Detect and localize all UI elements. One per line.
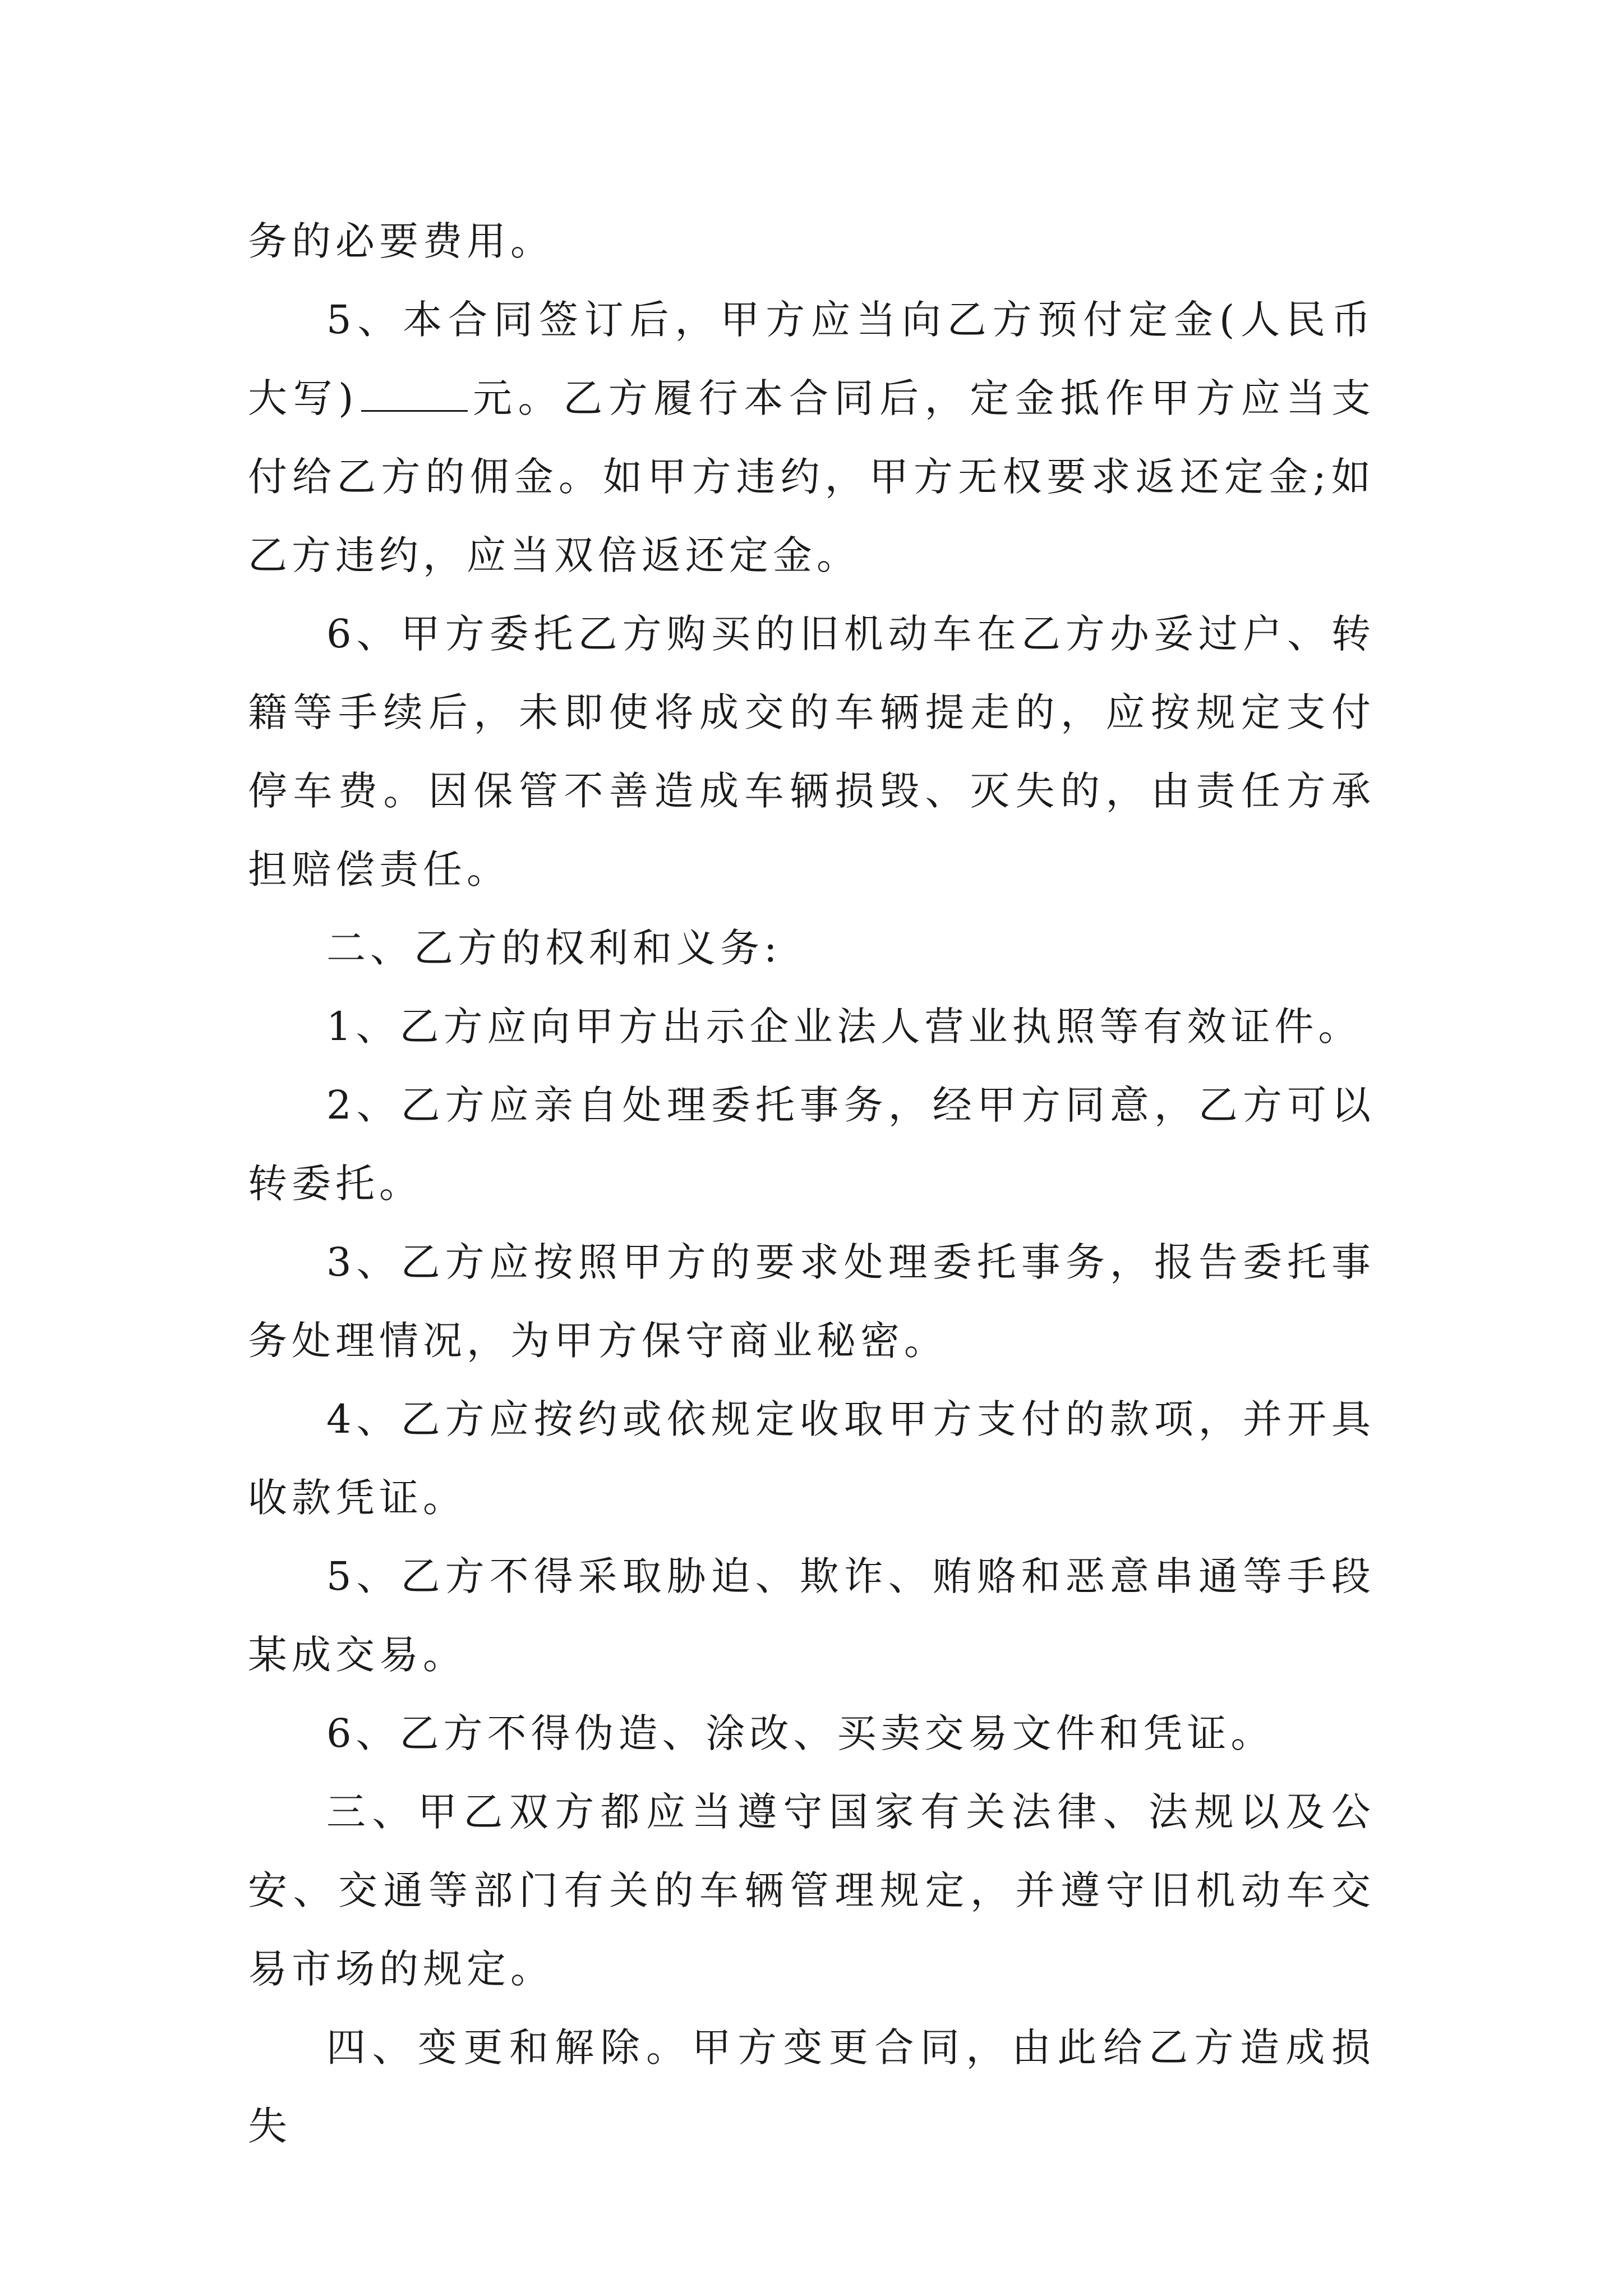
document-body bbox=[248, 202, 1375, 2165]
list-item: 1、乙方应向甲方出示企业法人营业执照等有效证件。 bbox=[326, 1004, 1362, 1050]
section-change-termination: 四、变更和解除。甲方变更合同，由此给乙方造成损失 bbox=[248, 2024, 1375, 2149]
paragraph-continuation: 务的必要费用。 bbox=[248, 218, 554, 264]
list-item: 6、乙方不得伪造、涂改、买卖交易文件和凭证。 bbox=[326, 1710, 1275, 1756]
list-item: 2、乙方应亲自处理委托事务，经甲方同意，乙方可以转委托。 bbox=[248, 1082, 1375, 1207]
amount-blank-field bbox=[361, 376, 468, 412]
list-item: 4、乙方应按约或依规定收取甲方支付的款项，并开具收款凭证。 bbox=[248, 1396, 1375, 1521]
paragraph-transfer-clause: 6、甲方委托乙方购买的旧机动车在乙方办妥过户、转籍等手续后，未即使将成交的车辆提走的，应按规定支付停车费。因保管不善造成车辆损毁、灭失的，由责任方承担赔偿责任。 bbox=[248, 611, 1375, 892]
list-item: 3、乙方应按照甲方的要求处理委托事务，报告委托事务处理情况，为甲方保守商业秘密。 bbox=[248, 1239, 1375, 1364]
deposit-clause-text-after: 元。乙方履行本合同后，定金抵作甲方应当支付给乙方的佣金。如甲方违约，甲方无权要求返还定金;如乙方违约，应当双倍返还定金。 bbox=[248, 375, 1376, 578]
list-item: 5、乙方不得采取胁迫、欺诈、贿赂和恶意串通等手段某成交易。 bbox=[248, 1553, 1375, 1678]
section-compliance: 三、甲乙双方都应当遵守国家有关法律、法规以及公安、交通等部门有关的车辆管理规定，并遵守旧机动车交易市场的规定。 bbox=[248, 1789, 1375, 1992]
section-heading-party-b-rights: 二、乙方的权利和义务: bbox=[326, 925, 782, 971]
paragraph-deposit-clause bbox=[248, 280, 1375, 595]
deposit-clause-text-before: 5、本合同签订后，甲方应当向乙方预付定金(人民币大写) bbox=[248, 297, 1375, 421]
